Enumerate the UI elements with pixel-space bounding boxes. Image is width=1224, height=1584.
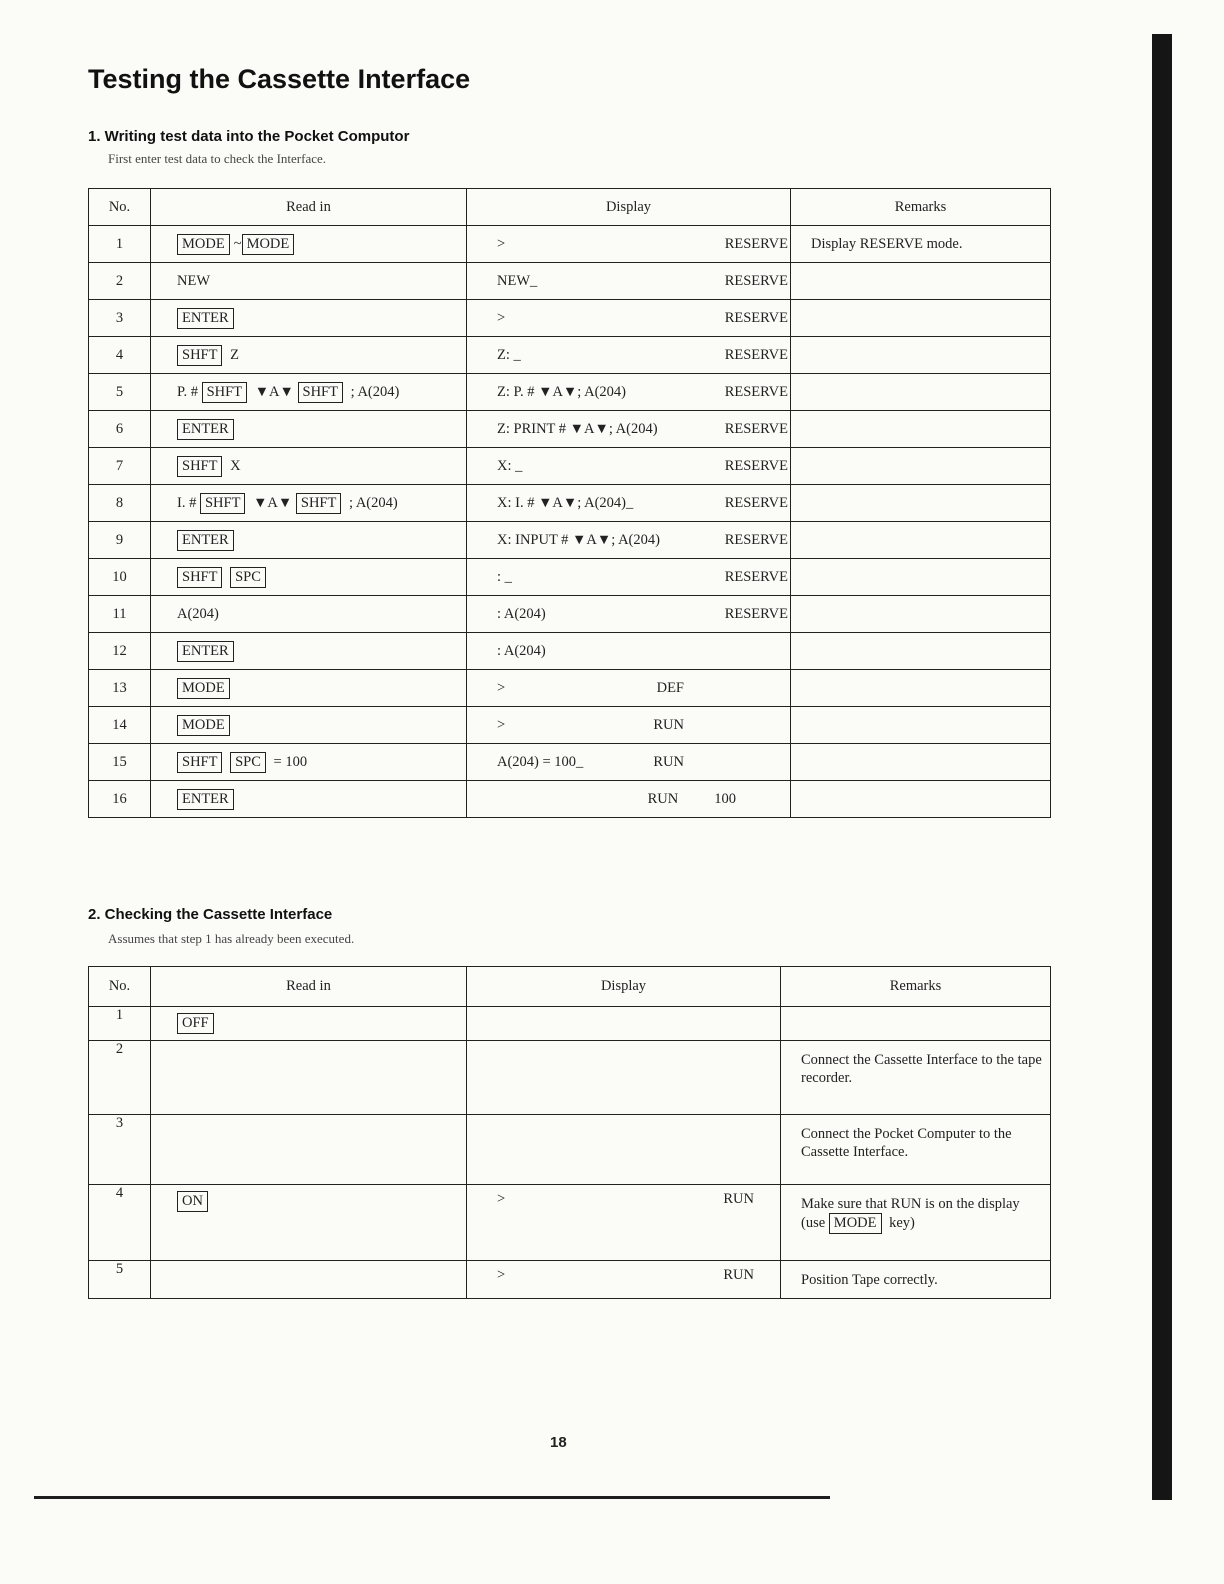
display-cell xyxy=(467,300,791,337)
display-mode: DEF xyxy=(656,679,684,696)
display-mode: RUN xyxy=(653,716,684,733)
display-text: X: I. # ▼A▼; A(204)_ xyxy=(497,494,634,511)
section1-subtitle: First enter test data to check the Interface. xyxy=(108,151,327,166)
key-label: SPC xyxy=(230,752,266,773)
read-in-cell xyxy=(151,1041,467,1115)
display-mode: RESERVE xyxy=(724,568,788,585)
table-row xyxy=(89,670,1051,707)
display-content xyxy=(497,1267,774,1284)
key-label: SHFT xyxy=(296,493,341,514)
page-title: Testing the Cassette Interface xyxy=(88,64,471,94)
table-row xyxy=(89,559,1051,596)
display-cell xyxy=(467,1115,781,1185)
table-writing-test-data xyxy=(88,188,1051,818)
remarks-cell xyxy=(781,1261,1051,1299)
display-mode: RESERVE xyxy=(724,272,788,289)
table-header-row xyxy=(89,967,1051,1007)
header-no: No. xyxy=(89,189,151,226)
section1-heading: 1. Writing test data into the Pocket Computor xyxy=(88,128,410,145)
display-cell xyxy=(467,670,791,707)
display-text: : _ xyxy=(497,568,512,585)
header-display: Display xyxy=(467,967,781,1007)
display-text: : A(204) xyxy=(497,605,546,622)
read-in-cell xyxy=(151,559,467,596)
key-label: SPC xyxy=(230,567,266,588)
key-label: ENTER xyxy=(177,530,234,551)
display-content xyxy=(497,754,784,771)
read-text: Make sure that RUN is on the display (use xyxy=(801,1196,1020,1231)
display-cell xyxy=(467,781,791,818)
remarks-cell xyxy=(791,633,1051,670)
remarks-cell xyxy=(791,744,1051,781)
remarks-cell xyxy=(781,1185,1051,1261)
read-text: ~ xyxy=(233,235,242,252)
read-text: A(204) xyxy=(177,605,219,622)
display-mode: RESERVE xyxy=(724,531,788,548)
key-label: ENTER xyxy=(177,789,234,810)
display-cell xyxy=(467,596,791,633)
table-row xyxy=(89,448,1051,485)
step-number: 1 xyxy=(89,226,151,263)
read-in-cell xyxy=(151,374,467,411)
table-row xyxy=(89,337,1051,374)
key-label: SHFT xyxy=(202,382,247,403)
display-cell xyxy=(467,1007,781,1041)
display-content xyxy=(497,420,788,438)
display-mode: RESERVE xyxy=(724,309,788,326)
display-text: A(204) = 100_ xyxy=(497,753,584,770)
display-content xyxy=(497,309,788,327)
display-content xyxy=(497,457,788,475)
table-row xyxy=(89,300,1051,337)
read-in-cell xyxy=(151,1115,467,1185)
read-text: ▼A▼ xyxy=(249,494,296,511)
section2-subtitle: Assumes that step 1 has already been executed. xyxy=(108,931,355,946)
display-text: > xyxy=(497,235,506,252)
display-value: 100 xyxy=(714,790,736,807)
read-in-cell xyxy=(151,448,467,485)
read-in-cell xyxy=(151,1007,467,1041)
display-cell xyxy=(467,559,791,596)
remarks-cell xyxy=(791,226,1051,263)
step-number: 3 xyxy=(89,1115,151,1185)
step-number: 2 xyxy=(89,1041,151,1115)
table-row xyxy=(89,522,1051,559)
table-row xyxy=(89,781,1051,818)
read-text: key) xyxy=(885,1215,915,1231)
read-text: ; A(204) xyxy=(345,494,398,511)
display-text: Z: _ xyxy=(497,346,521,363)
display-cell xyxy=(467,707,791,744)
step-number: 4 xyxy=(89,337,151,374)
remarks-cell xyxy=(791,300,1051,337)
display-content xyxy=(497,346,788,364)
remarks-cell xyxy=(791,448,1051,485)
read-text: NEW xyxy=(177,272,211,289)
display-content xyxy=(497,680,784,697)
read-text: I. # xyxy=(177,494,200,511)
read-text: ▼A▼ xyxy=(251,383,298,400)
header-no: No. xyxy=(89,967,151,1007)
key-label: ENTER xyxy=(177,308,234,329)
read-in-cell xyxy=(151,1261,467,1299)
table-body xyxy=(89,226,1051,818)
display-content xyxy=(497,531,788,549)
read-text: Connect the Cassette Interface to the tape recorder. xyxy=(801,1052,1042,1086)
table-row xyxy=(89,1041,1051,1115)
table-body xyxy=(89,1007,1051,1299)
header-display: Display xyxy=(467,189,791,226)
display-text: X: INPUT # ▼A▼; A(204) xyxy=(497,531,660,548)
read-in-cell xyxy=(151,633,467,670)
display-mode: RESERVE xyxy=(724,235,788,252)
display-cell xyxy=(467,411,791,448)
step-number: 5 xyxy=(89,374,151,411)
remarks-cell xyxy=(791,781,1051,818)
display-cell xyxy=(467,522,791,559)
step-number: 6 xyxy=(89,411,151,448)
display-content xyxy=(497,383,788,401)
read-in-cell xyxy=(151,707,467,744)
table-row xyxy=(89,707,1051,744)
display-text: NEW_ xyxy=(497,272,538,289)
key-label: MODE xyxy=(177,715,230,736)
read-in-cell xyxy=(151,300,467,337)
remarks-cell xyxy=(791,485,1051,522)
display-cell xyxy=(467,1261,781,1299)
step-number: 3 xyxy=(89,300,151,337)
page-number: 18 xyxy=(550,1434,567,1451)
key-label: MODE xyxy=(829,1213,882,1234)
table-header-row xyxy=(89,189,1051,226)
display-cell xyxy=(467,263,791,300)
read-in-cell xyxy=(151,226,467,263)
display-mode: RUN xyxy=(653,753,684,770)
key-label: MODE xyxy=(177,678,230,699)
display-text: > xyxy=(497,1191,506,1207)
display-mode: RUN xyxy=(723,1191,754,1207)
table-row xyxy=(89,411,1051,448)
read-text: = 100 xyxy=(269,753,308,770)
key-label: SHFT xyxy=(177,752,222,773)
step-number: 1 xyxy=(89,1007,151,1041)
display-cell xyxy=(467,226,791,263)
step-number: 7 xyxy=(89,448,151,485)
table-row xyxy=(89,1007,1051,1041)
read-text: Position Tape correctly. xyxy=(801,1272,938,1288)
display-text: > xyxy=(497,1267,506,1283)
header-read-in: Read in xyxy=(151,967,467,1007)
display-content xyxy=(497,494,788,512)
remarks-cell xyxy=(791,596,1051,633)
read-in-cell xyxy=(151,1185,467,1261)
step-number: 12 xyxy=(89,633,151,670)
table-row xyxy=(89,633,1051,670)
display-text: > xyxy=(497,716,506,733)
read-text: Z xyxy=(226,346,239,363)
table-row xyxy=(89,596,1051,633)
key-label: SHFT xyxy=(177,456,222,477)
remarks-cell xyxy=(791,670,1051,707)
read-in-cell xyxy=(151,485,467,522)
display-cell xyxy=(467,1041,781,1115)
display-text: > xyxy=(497,309,506,326)
display-mode-group xyxy=(648,791,736,808)
step-number: 16 xyxy=(89,781,151,818)
read-in-cell xyxy=(151,263,467,300)
display-content xyxy=(497,717,784,734)
read-text: Connect the Pocket Computer to the Cassette Interface. xyxy=(801,1126,1012,1160)
read-in-cell xyxy=(151,744,467,781)
table-row xyxy=(89,263,1051,300)
table-checking-interface xyxy=(88,966,1051,1299)
table-row xyxy=(89,1115,1051,1185)
table-row xyxy=(89,1261,1051,1299)
step-number: 11 xyxy=(89,596,151,633)
remarks-cell xyxy=(791,559,1051,596)
remarks-cell xyxy=(791,411,1051,448)
display-content xyxy=(497,235,788,253)
display-text: > xyxy=(497,679,506,696)
key-label: SHFT xyxy=(200,493,245,514)
remarks-cell xyxy=(781,1115,1051,1185)
table-row xyxy=(89,374,1051,411)
key-label: ENTER xyxy=(177,419,234,440)
remarks-cell xyxy=(791,337,1051,374)
display-mode: RUN xyxy=(723,1267,754,1283)
step-number: 2 xyxy=(89,263,151,300)
remarks-cell xyxy=(791,263,1051,300)
key-label: SHFT xyxy=(298,382,343,403)
display-cell xyxy=(467,374,791,411)
step-number: 13 xyxy=(89,670,151,707)
read-in-cell xyxy=(151,522,467,559)
table-row xyxy=(89,485,1051,522)
display-cell xyxy=(467,1185,781,1261)
header-remarks: Remarks xyxy=(781,967,1051,1007)
key-label: SHFT xyxy=(177,345,222,366)
read-in-cell xyxy=(151,781,467,818)
remarks-cell xyxy=(781,1041,1051,1115)
step-number: 10 xyxy=(89,559,151,596)
step-number: 9 xyxy=(89,522,151,559)
display-text: Z: PRINT # ▼A▼; A(204) xyxy=(497,420,658,437)
read-in-cell xyxy=(151,411,467,448)
display-mode: RESERVE xyxy=(724,420,788,437)
scan-edge-bar xyxy=(1152,34,1172,1500)
display-content xyxy=(497,643,784,660)
read-text: P. # xyxy=(177,383,202,400)
display-text: X: _ xyxy=(497,457,523,474)
display-text: : A(204) xyxy=(497,642,546,659)
display-content xyxy=(497,791,784,808)
remarks-cell xyxy=(791,707,1051,744)
read-in-cell xyxy=(151,670,467,707)
key-label: MODE xyxy=(242,234,295,255)
bottom-rule xyxy=(34,1496,830,1499)
step-number: 8 xyxy=(89,485,151,522)
step-number: 4 xyxy=(89,1185,151,1261)
remarks-text: Display RESERVE mode. xyxy=(811,236,963,252)
section2-heading: 2. Checking the Cassette Interface xyxy=(88,906,333,923)
display-cell xyxy=(467,485,791,522)
remarks-cell xyxy=(781,1007,1051,1041)
table-row xyxy=(89,1185,1051,1261)
display-mode: RUN xyxy=(647,790,679,807)
key-label: ENTER xyxy=(177,641,234,662)
table-row xyxy=(89,226,1051,263)
header-read-in: Read in xyxy=(151,189,467,226)
display-cell xyxy=(467,448,791,485)
header-remarks: Remarks xyxy=(791,189,1051,226)
display-content xyxy=(497,605,788,623)
display-cell xyxy=(467,744,791,781)
display-content xyxy=(497,1191,774,1208)
remarks-cell xyxy=(791,522,1051,559)
read-in-cell xyxy=(151,337,467,374)
key-label: ON xyxy=(177,1191,208,1212)
display-mode: RESERVE xyxy=(724,494,788,511)
step-number: 5 xyxy=(89,1261,151,1299)
display-content xyxy=(497,568,788,586)
display-mode: RESERVE xyxy=(724,605,788,622)
key-label: OFF xyxy=(177,1013,214,1034)
display-mode: RESERVE xyxy=(724,457,788,474)
step-number: 14 xyxy=(89,707,151,744)
remarks-cell xyxy=(791,374,1051,411)
step-number: 15 xyxy=(89,744,151,781)
read-text: ; A(204) xyxy=(346,383,400,400)
key-label: MODE xyxy=(177,234,230,255)
display-mode: RESERVE xyxy=(724,346,788,363)
display-content xyxy=(497,272,788,290)
read-in-cell xyxy=(151,596,467,633)
display-cell xyxy=(467,633,791,670)
table-row xyxy=(89,744,1051,781)
display-text: Z: P. # ▼A▼; A(204) xyxy=(497,383,626,400)
read-text: X xyxy=(226,457,241,474)
display-cell xyxy=(467,337,791,374)
display-mode: RESERVE xyxy=(724,383,788,400)
key-label: SHFT xyxy=(177,567,222,588)
